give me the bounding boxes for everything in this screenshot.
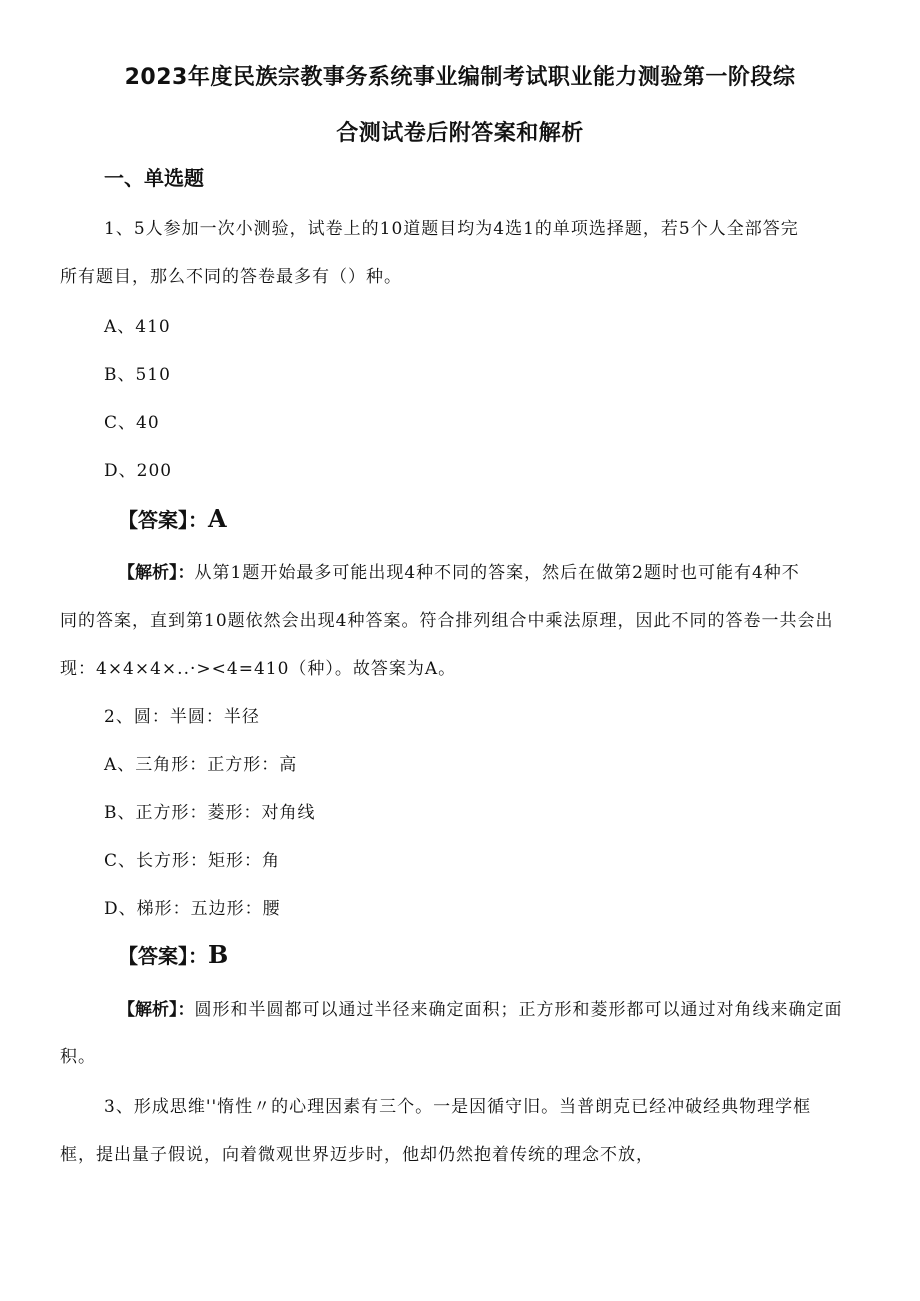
question-2-answer [118, 940, 228, 969]
question-2-option-b: B、正方形：菱形：对角线 [104, 803, 316, 823]
section-heading: 一、单选题 [104, 166, 204, 190]
analysis-label: 【解析】： [118, 1000, 195, 1020]
question-2-option-d: D、梯形：五边形：腰 [104, 899, 281, 919]
question-1-analysis-line-2: 同的答案，直到第10题依然会出现4种答案。符合排列组合中乘法原理，因此不同的答卷一共会出 [60, 611, 834, 631]
question-2-option-a: A、三角形：正方形：高 [104, 755, 298, 775]
question-1-stem-line-2: 所有题目，那么不同的答卷最多有（）种。 [60, 267, 402, 287]
answer-label: 【答案】： [118, 944, 208, 968]
answer-letter: B [208, 940, 229, 969]
question-1-option-d: D、200 [104, 461, 173, 481]
document-title-line-1: 2023年度民族宗教事务系统事业编制考试职业能力测验第一阶段综 [124, 65, 796, 90]
question-1-analysis-line-1 [118, 558, 800, 583]
question-1-answer [118, 504, 227, 533]
answer-letter: A [208, 504, 227, 533]
question-2-option-c: C、长方形：矩形：角 [104, 851, 281, 871]
question-1-analysis-line-3: 现：4×4×4×..·><4=410（种）。故答案为A。 [60, 659, 457, 679]
question-1-option-b: B、510 [104, 365, 171, 385]
question-1-option-c: C、40 [104, 413, 160, 433]
question-2-stem: 2、圆：半圆：半径 [104, 707, 260, 727]
answer-label: 【答案】： [118, 508, 208, 532]
question-1-stem-line-1: 1、5人参加一次小测验，试卷上的10道题目均为4选1的单项选择题，若5个人全部答完 [104, 219, 799, 239]
document-title-line-2: 合测试卷后附答案和解析 [336, 121, 584, 146]
question-2-analysis-line-2: 积。 [60, 1047, 96, 1067]
analysis-text: 从第1题开始最多可能出现4种不同的答案，然后在做第2题时也可能有4种不 [194, 563, 800, 583]
question-3-stem-line-2: 框，提出量子假说，向着微观世界迈步时，他却仍然抱着传统的理念不放， [60, 1145, 654, 1165]
analysis-text: 圆形和半圆都可以通过半径来确定面积；正方形和菱形都可以通过对角线来确定面 [194, 1000, 843, 1020]
question-2-analysis-line-1 [118, 995, 843, 1020]
question-3-stem-line-1: 3、形成思维''惰性〃的心理因素有三个。一是因循守旧。当普朗克已经冲破经典物理学框 [104, 1097, 812, 1117]
question-1-option-a: A、410 [104, 317, 171, 337]
analysis-label: 【解析】： [118, 563, 195, 583]
